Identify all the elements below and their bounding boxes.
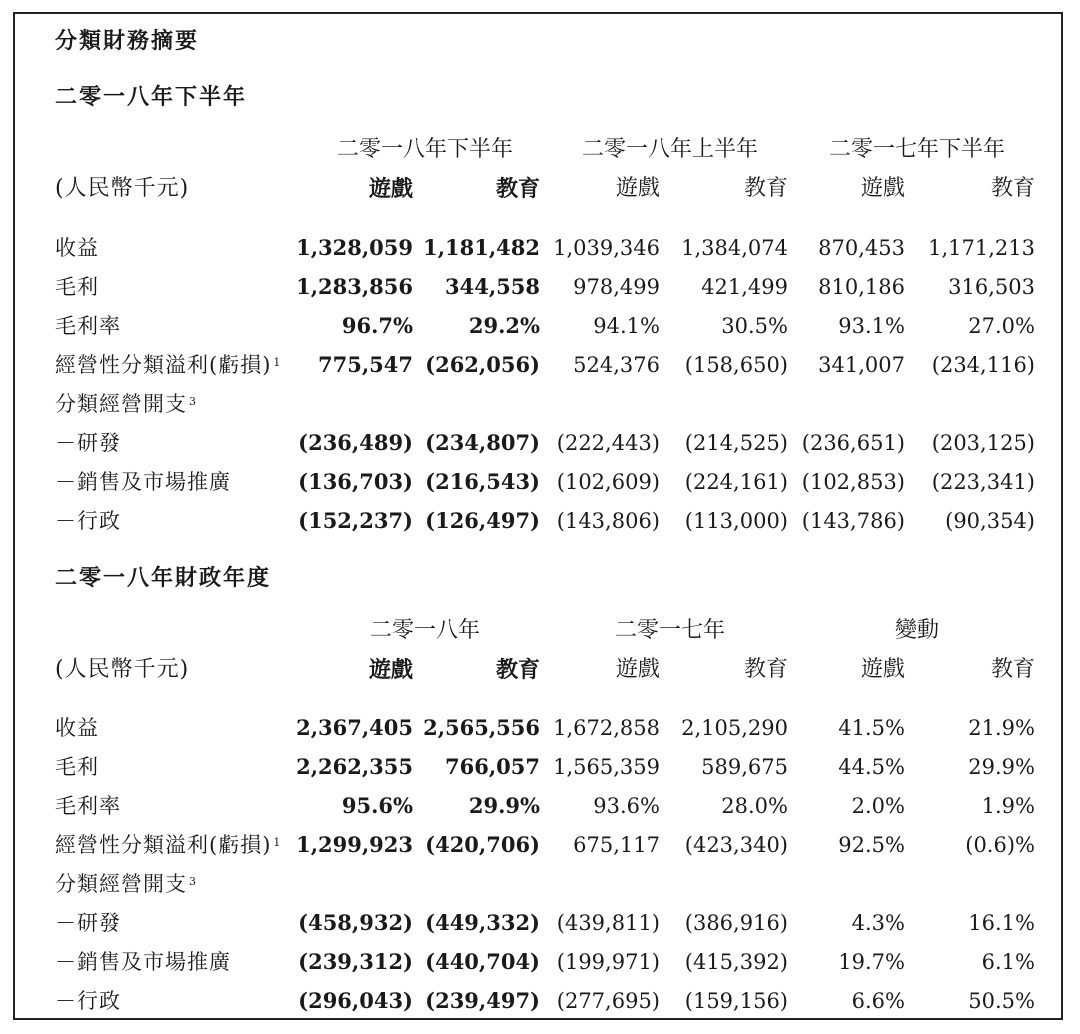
table-cell: 6.1% [981, 950, 1035, 974]
table-cell: (423,340) [684, 833, 788, 857]
table-cell: (203,125) [931, 431, 1035, 455]
row-label-text: 收益 [55, 716, 99, 740]
table-cell: 93.6% [593, 794, 660, 818]
group-header: 二零一七年下半年 [828, 137, 1005, 162]
col-header-games: 遊戲 [368, 657, 413, 683]
row-label [55, 431, 121, 455]
table-cell: (102,853) [801, 470, 905, 494]
table-cell: (222,443) [556, 431, 660, 455]
group-header: 二零一八年上半年 [581, 137, 758, 162]
table-cell: 2.0% [851, 794, 905, 818]
section-heading: 二零一八年下半年 [55, 85, 248, 110]
row-label [55, 470, 231, 494]
table-cell: 1,565,359 [553, 755, 660, 779]
table-cell: 19.7% [838, 950, 905, 974]
row-label [55, 989, 121, 1013]
row-label-text: 經營性分類溢利(虧損) [55, 833, 272, 857]
table-cell: 766,057 [445, 754, 540, 779]
table-cell: 92.5% [838, 833, 905, 857]
table-cell: (158,650) [684, 353, 788, 377]
row-label [55, 716, 99, 740]
table-cell: (214,525) [684, 431, 788, 455]
row-label-text: －研發 [55, 431, 121, 455]
table-cell: (236,651) [801, 431, 905, 455]
table-cell: (277,695) [556, 989, 660, 1013]
table-cell: 21.9% [968, 716, 1035, 740]
col-header-games: 遊戲 [860, 176, 905, 201]
col-header-education: 教育 [495, 176, 540, 202]
table-cell: 44.5% [838, 755, 905, 779]
table-cell: 1,181,482 [423, 235, 540, 260]
table-cell: (236,489) [298, 430, 413, 455]
table-cell: (234,807) [425, 430, 540, 455]
row-label [55, 392, 197, 416]
row-label-text: －銷售及市場推廣 [55, 950, 231, 974]
col-header-games: 遊戲 [860, 657, 905, 682]
table-cell: 29.9% [468, 793, 540, 818]
row-label-text: 收益 [55, 236, 99, 260]
table-cell: (386,916) [684, 911, 788, 935]
row-label [55, 275, 99, 299]
table-cell: 29.9% [968, 755, 1035, 779]
table-cell: 1,039,346 [553, 236, 660, 260]
table-cell: 2,262,355 [296, 754, 413, 779]
table-cell: (440,704) [425, 949, 540, 974]
table-cell: 1,171,213 [928, 236, 1035, 260]
col-header-games: 遊戲 [615, 176, 660, 201]
table-cell: (199,971) [556, 950, 660, 974]
col-header-education: 教育 [990, 657, 1035, 682]
row-label [55, 950, 231, 974]
table-cell: (143,786) [801, 509, 905, 533]
row-label [55, 236, 99, 260]
table-cell: 870,453 [818, 236, 905, 260]
table-cell: 589,675 [701, 755, 788, 779]
table-cell: (234,116) [931, 353, 1035, 377]
unit-label: (人民幣千元) [55, 176, 190, 201]
table-cell: 30.5% [721, 314, 788, 338]
table-cell: (415,392) [684, 950, 788, 974]
table-cell: (126,497) [425, 508, 540, 533]
col-header-education: 教育 [990, 176, 1035, 201]
table-cell: 4.3% [851, 911, 905, 935]
table-cell: 29.2% [468, 313, 540, 338]
table-cell: (262,056) [425, 352, 540, 377]
row-label [55, 833, 281, 857]
table-cell: 316,503 [948, 275, 1035, 299]
row-label [55, 509, 121, 533]
table-cell: 16.1% [968, 911, 1035, 935]
table-cell: (296,043) [298, 988, 413, 1013]
row-label-text: －銷售及市場推廣 [55, 470, 231, 494]
unit-label: (人民幣千元) [55, 657, 190, 682]
row-label-text: 分類經營開支 [55, 392, 187, 416]
footnote-marker: 1 [273, 836, 282, 849]
col-header-games: 遊戲 [615, 657, 660, 682]
table-cell: (458,932) [298, 910, 413, 935]
table-cell: (159,156) [684, 989, 788, 1013]
row-label [55, 353, 281, 377]
table-cell: 95.6% [341, 793, 413, 818]
table-cell: (420,706) [425, 832, 540, 857]
row-label [55, 872, 197, 896]
table-cell: 810,186 [818, 275, 905, 299]
table-cell: (439,811) [556, 911, 660, 935]
table-cell: (152,237) [298, 508, 413, 533]
row-label-text: 毛利率 [55, 794, 121, 818]
footnote-marker: 1 [273, 356, 282, 369]
group-header: 二零一七年 [614, 618, 725, 643]
row-label [55, 794, 121, 818]
page-title: 分類財務摘要 [55, 29, 200, 54]
table-cell: 1.9% [981, 794, 1035, 818]
row-label-text: 經營性分類溢利(虧損) [55, 353, 272, 377]
table-cell: 341,007 [818, 353, 905, 377]
table-cell: 1,384,074 [681, 236, 788, 260]
col-header-games: 遊戲 [368, 176, 413, 202]
footnote-marker: 3 [189, 395, 197, 408]
row-label-text: －研發 [55, 911, 121, 935]
table-cell: (0.6)% [965, 833, 1035, 857]
table-cell: (113,000) [684, 509, 788, 533]
table-cell: 421,499 [701, 275, 788, 299]
row-label-text: 分類經營開支 [55, 872, 187, 896]
table-cell: 2,565,556 [423, 715, 540, 740]
table-cell: (223,341) [931, 470, 1035, 494]
table-cell: 2,367,405 [296, 715, 413, 740]
footnote-marker: 3 [189, 875, 197, 888]
table-cell: 2,105,290 [681, 716, 788, 740]
table-cell: (143,806) [556, 509, 660, 533]
table-cell: 93.1% [838, 314, 905, 338]
table-cell: (224,161) [684, 470, 788, 494]
col-header-education: 教育 [743, 657, 788, 682]
table-cell: 94.1% [593, 314, 660, 338]
col-header-education: 教育 [495, 657, 540, 683]
table-cell: 27.0% [968, 314, 1035, 338]
row-label-text: 毛利 [55, 755, 99, 779]
table-cell: 41.5% [838, 716, 905, 740]
table-cell: (449,332) [425, 910, 540, 935]
group-header: 二零一八年 [369, 618, 480, 643]
table-cell: (90,354) [945, 509, 1035, 533]
row-label-text: －行政 [55, 989, 121, 1013]
table-cell: 524,376 [573, 353, 660, 377]
group-header: 變動 [894, 618, 939, 643]
row-label [55, 911, 121, 935]
group-header: 二零一八年下半年 [336, 137, 513, 162]
table-cell: (239,312) [298, 949, 413, 974]
table-cell: (239,497) [425, 988, 540, 1013]
row-label-text: 毛利 [55, 275, 99, 299]
row-label-text: 毛利率 [55, 314, 121, 338]
row-label-text: －行政 [55, 509, 121, 533]
table-cell: 675,117 [573, 833, 660, 857]
table-cell: (136,703) [298, 469, 413, 494]
table-cell: 775,547 [318, 352, 413, 377]
table-cell: 978,499 [573, 275, 660, 299]
row-label [55, 755, 99, 779]
table-cell: 1,299,923 [296, 832, 413, 857]
table-cell: 6.6% [851, 989, 905, 1013]
table-cell: (216,543) [425, 469, 540, 494]
row-label [55, 314, 121, 338]
table-cell: (102,609) [556, 470, 660, 494]
table-cell: 344,558 [445, 274, 540, 299]
col-header-education: 教育 [743, 176, 788, 201]
table-cell: 50.5% [968, 989, 1035, 1013]
table-cell: 1,672,858 [553, 716, 660, 740]
table-cell: 28.0% [721, 794, 788, 818]
section-heading: 二零一八年財政年度 [55, 566, 272, 591]
table-cell: 96.7% [341, 313, 413, 338]
table-cell: 1,328,059 [296, 235, 413, 260]
table-cell: 1,283,856 [296, 274, 413, 299]
